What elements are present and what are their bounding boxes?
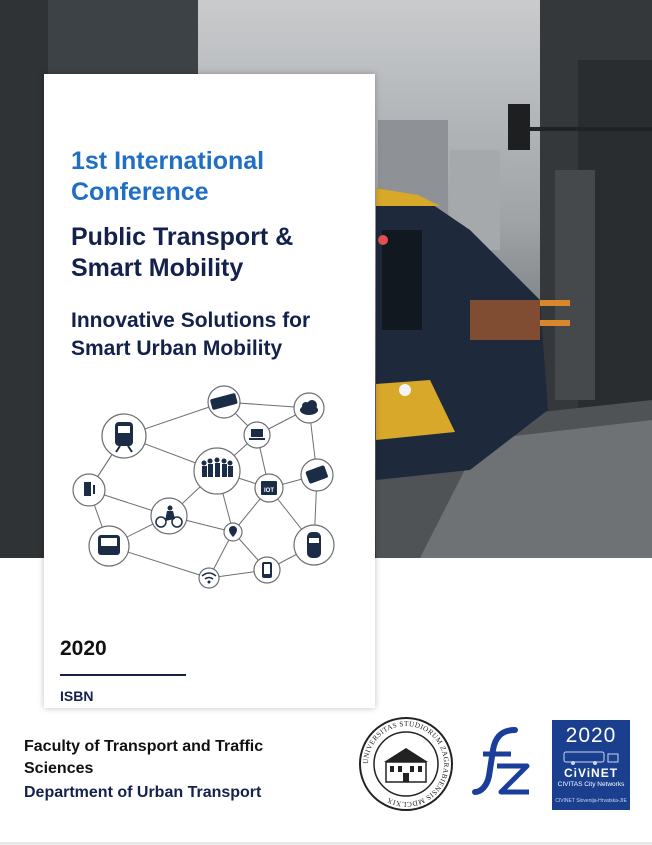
event-subtitle: Innovative Solutions for Smart Urban Mobility	[71, 309, 311, 360]
seal-text: UNIVERSITAS STUDIORUM ZAGRABIENSIS MDCLXIX	[361, 719, 451, 809]
event-title: Public Transport & Smart Mobility	[71, 223, 294, 282]
conference-title: 1st International Conference	[71, 147, 265, 206]
year-divider	[60, 674, 186, 676]
isbn-label: ISBN	[60, 688, 94, 704]
iot-label: IOT	[264, 488, 274, 494]
civinet-name: CiViNET	[563, 766, 619, 780]
civinet-tagline: CIVITAS City Networks	[557, 781, 625, 788]
university-seal-icon	[358, 716, 454, 812]
faculty-logo-icon	[471, 726, 535, 798]
smart-mobility-network-illustration	[69, 382, 369, 594]
civinet-year: 2020	[565, 724, 617, 747]
cover-panel	[44, 74, 375, 708]
bus-outline-icon	[560, 750, 622, 766]
faculty-name: Faculty of Transport and Traffic Sciences	[24, 738, 264, 777]
department-name: Department of Urban Transport	[24, 784, 262, 801]
publication-year: 2020	[60, 637, 107, 660]
civinet-site: CIVINET Slovenija-Hrvatska-JIE	[555, 798, 627, 804]
civinet-logo	[552, 720, 630, 810]
